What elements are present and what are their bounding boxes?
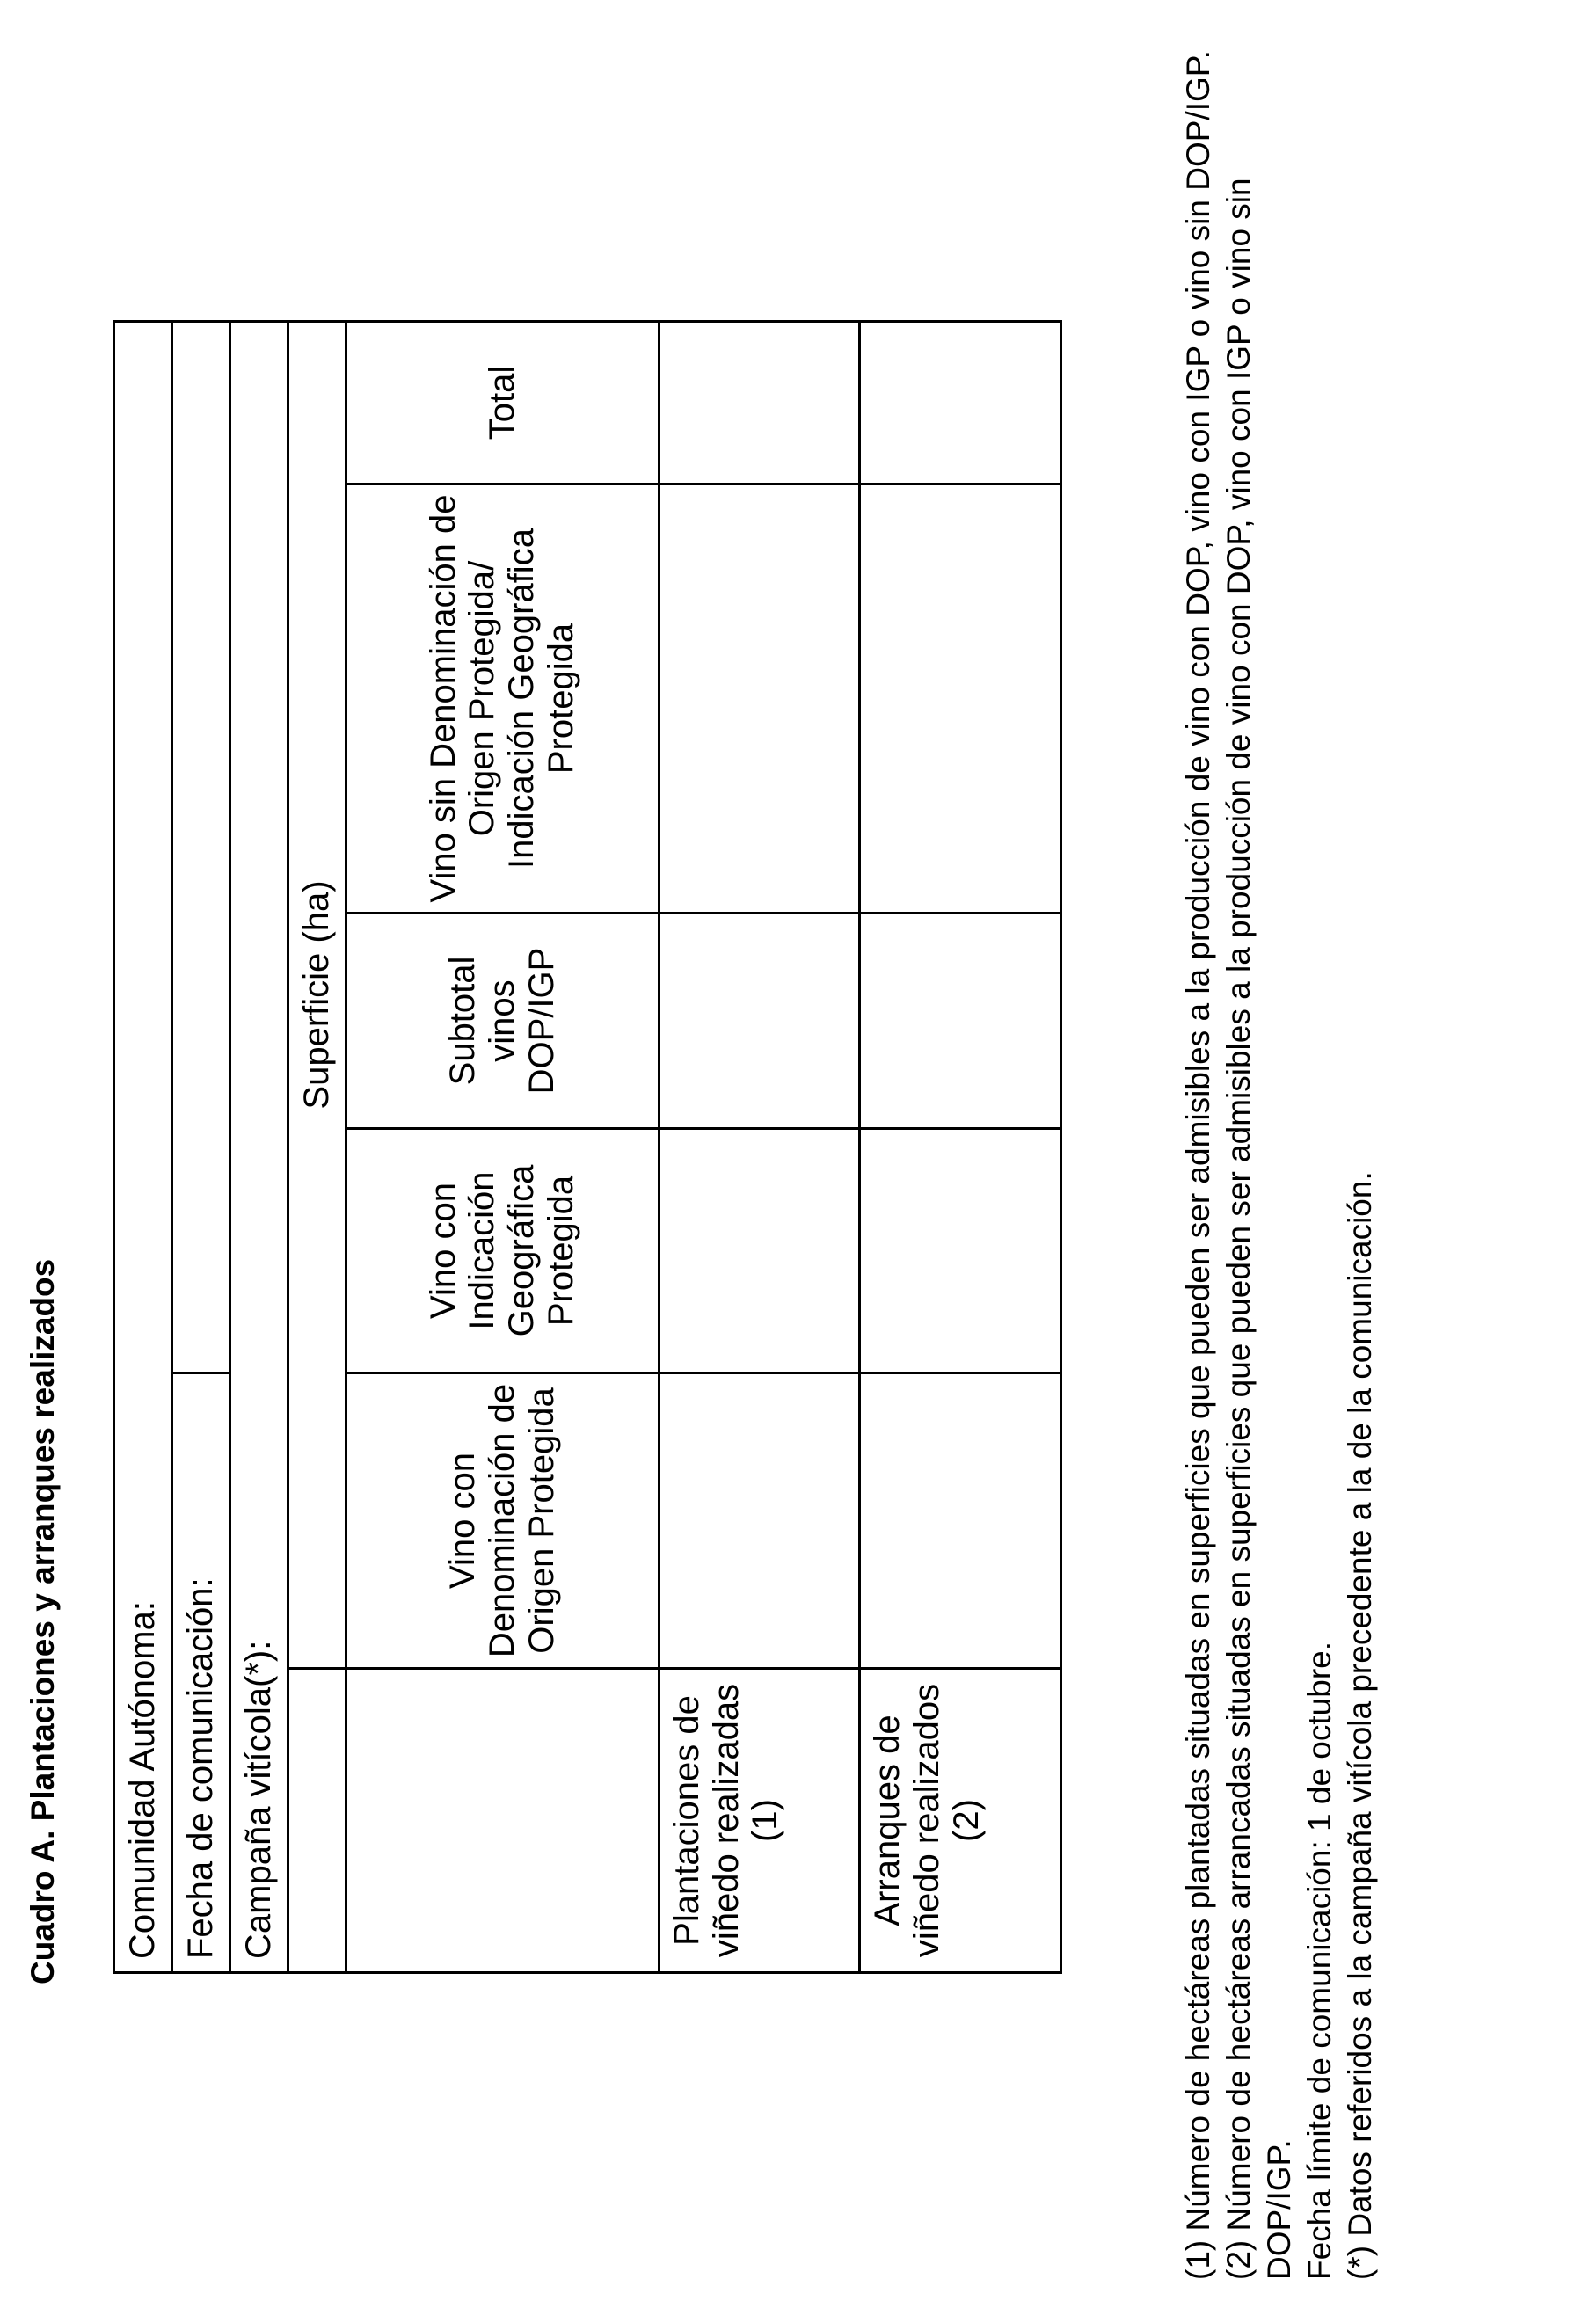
col-header-dop: Vino con Denominación de Origen Protegida	[346, 1373, 659, 1669]
asterisk-note: (*) Datos referidos a la campaña vitícola precedente a la de la comunicación.	[1342, 1171, 1378, 2280]
cell-plantaciones-dop[interactable]	[659, 1373, 860, 1669]
row-label-plantaciones: Plantaciones de viñedo realizadas (1)	[659, 1669, 860, 1973]
col-header-sin-dop-igp: Vino sin Denominación de Origen Protegida/ Indicación Geográfica Protegida	[346, 484, 659, 914]
footnote-1: (1) Número de hectáreas plantadas situadas en superficies que pueden ser admisibles a la producción de vino con DOP, vino con IGP o vino sin DOP/IGP.	[1180, 50, 1216, 2280]
campana-label: Campaña vitícola(*):	[230, 322, 288, 1973]
row-label-arranques: Arranques de viñedo realizados (2)	[860, 1669, 1061, 1973]
comunidad-label: Comunidad Autónoma:	[114, 322, 172, 1973]
page-title: Cuadro A. Plantaciones y arranques realizados	[25, 1258, 61, 1984]
col-header-igp: Vino con Indicación Geográfica Protegida	[346, 1129, 659, 1373]
meta-row-fecha	[171, 322, 230, 1973]
cell-plantaciones-total[interactable]	[659, 322, 860, 484]
empty-corner	[346, 1669, 659, 1973]
meta-row-campana	[230, 322, 288, 1973]
cell-arranques-subtotal[interactable]	[860, 914, 1061, 1129]
footnotes	[1178, 47, 1381, 2280]
deadline-note: Fecha límite de comunicación: 1 de octubre.	[1301, 1642, 1337, 2280]
cell-plantaciones-igp[interactable]	[659, 1129, 860, 1373]
plantings-table	[113, 320, 1062, 1974]
empty-corner-top	[288, 1669, 346, 1973]
cell-plantaciones-sin[interactable]	[659, 484, 860, 914]
superficie-row	[288, 322, 346, 1973]
table-row	[860, 322, 1061, 1973]
meta-row-comunidad	[114, 322, 172, 1973]
column-header-row	[346, 322, 659, 1973]
cell-arranques-total[interactable]	[860, 322, 1061, 484]
cell-arranques-sin[interactable]	[860, 484, 1061, 914]
fecha-label: Fecha de comunicación:	[171, 1373, 230, 1973]
cell-arranques-igp[interactable]	[860, 1129, 1061, 1373]
cell-plantaciones-subtotal[interactable]	[659, 914, 860, 1129]
cell-arranques-dop[interactable]	[860, 1373, 1061, 1669]
superficie-header: Superficie (ha)	[288, 322, 346, 1669]
fecha-value[interactable]	[171, 322, 230, 1373]
col-header-total: Total	[346, 322, 659, 484]
table-row	[659, 322, 860, 1973]
col-header-subtotal: Subtotal vinos DOP/IGP	[346, 914, 659, 1129]
footnote-2: (2) Número de hectáreas arrancadas situadas en superficies que pueden ser admisibles a la producción de vino con DOP, vino con IGP o vino sin DOP/IGP.	[1221, 178, 1297, 2280]
